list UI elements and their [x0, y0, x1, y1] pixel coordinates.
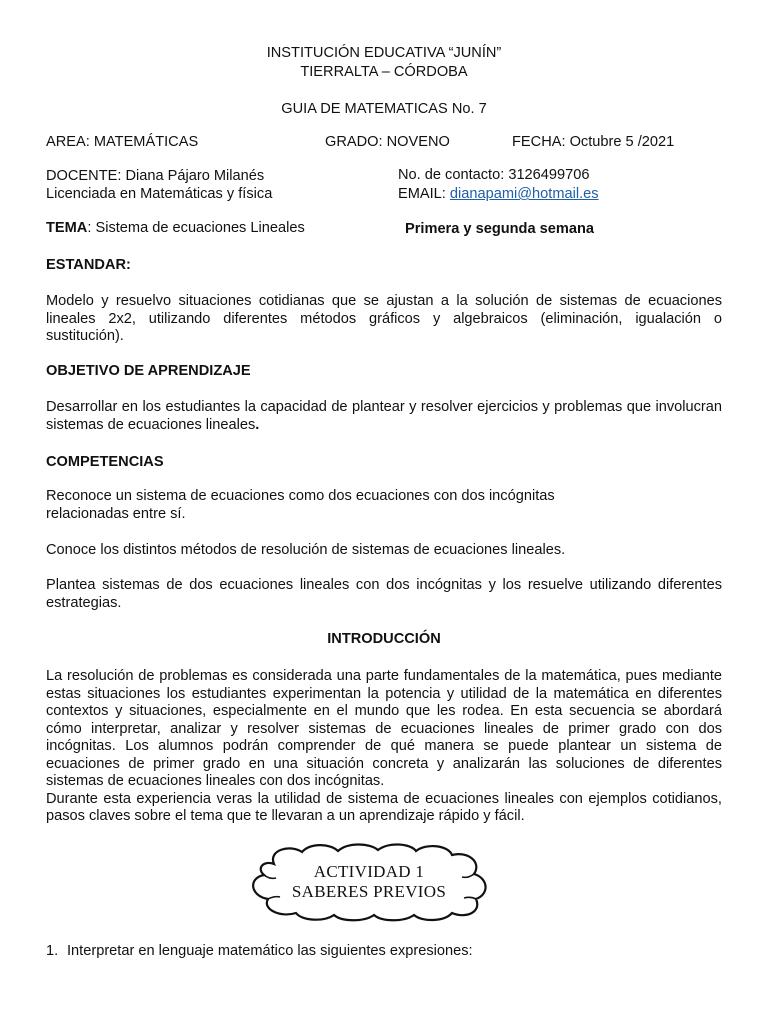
estandar-line: sustitución). — [46, 328, 124, 344]
estandar-line: Modelo y resuelvo situaciones cotidianas que se ajustan a la solución de sistemas de ecuaciones — [46, 293, 722, 309]
intro-line: cómo interpretar, analizar y resolver sistemas de ecuaciones lineales de primer grado con dos — [46, 720, 722, 737]
introduccion-paragraph — [46, 668, 722, 826]
intro-line: Durante esta experiencia veras la utilidad de sistema de ecuaciones lineales con ejemplos cotidianos, — [46, 790, 722, 807]
institution-title: INSTITUCIÓN EDUCATIVA “JUNÍN” — [266, 45, 502, 61]
competencia-3-line: estrategias. — [46, 594, 122, 611]
actividad-title: ACTIVIDAD 1 — [313, 862, 425, 881]
intro-line: pasos claves sobre el tema que te llevaran a un aprendizaje rápido y fácil. — [46, 808, 525, 824]
competencia-3-line: Plantea sistemas de dos ecuaciones lineales con dos incógnitas y los resuelve utilizando diferentes — [46, 577, 722, 593]
tema-label: TEMA — [46, 220, 88, 236]
objetivo-line: Desarrollar en los estudiantes la capacidad de plantear y resolver ejercicios y problemas que involucran — [46, 399, 722, 415]
competencia-3 — [46, 577, 722, 612]
competencias-heading: COMPETENCIAS — [46, 454, 164, 470]
introduccion-heading: INTRODUCCIÓN — [327, 631, 441, 647]
question-1-text: Interpretar en lenguaje matemático las siguientes expresiones: — [67, 943, 473, 959]
licenciada-field: Licenciada en Matemáticas y física — [46, 186, 273, 202]
fecha-field: FECHA: Octubre 5 /2021 — [512, 134, 675, 150]
question-1-number: 1. — [46, 943, 59, 959]
intro-line: ecuaciones de primer grado en una situación concreta y analizarán las soluciones de diferentes — [46, 755, 722, 772]
intro-line: incógnitas. Los alumnos podrán comprender de qué manera se puede plantear un sistema de — [46, 738, 722, 754]
intro-line: estas situaciones los estudiantes experimentan la potencia y utilidad de la matemática en diferentes — [46, 685, 722, 702]
area-field: AREA: MATEMÁTICAS — [46, 134, 199, 150]
estandar-paragraph — [46, 293, 722, 346]
actividad-cloud — [244, 842, 494, 922]
guide-title: GUIA DE MATEMATICAS No. 7 — [281, 101, 487, 117]
competencia-2: Conoce los distintos métodos de resolución de sistemas de ecuaciones lineales. — [46, 542, 566, 558]
semana-label: Primera y segunda semana — [405, 221, 594, 237]
email-link[interactable]: dianapami@hotmail.es — [449, 186, 599, 202]
estandar-heading: ESTANDAR: — [46, 257, 131, 273]
grado-field: GRADO: NOVENO — [325, 134, 450, 150]
competencia-1-line1: Reconoce un sistema de ecuaciones como dos ecuaciones con dos incógnitas — [46, 488, 555, 504]
tema-row — [46, 220, 305, 238]
email-label: EMAIL: — [398, 186, 450, 202]
objetivo-paragraph — [46, 399, 722, 434]
intro-line: contextos y situaciones, especialmente en el mundo que les rodea. En esta secuencia se abordará — [46, 703, 722, 719]
email-row — [398, 186, 599, 204]
location-subtitle: TIERRALTA – CÓRDOBA — [300, 64, 468, 80]
objetivo-line: sistemas de ecuaciones lineales. — [46, 416, 260, 433]
actividad-subtitle: SABERES PREVIOS — [291, 882, 447, 901]
objetivo-heading: OBJETIVO DE APRENDIZAJE — [46, 363, 251, 379]
intro-line: La resolución de problemas es considerada una parte fundamentales de la matemática, pues mediante — [46, 668, 722, 684]
docente-field: DOCENTE: Diana Pájaro Milanés — [46, 168, 265, 184]
tema-text: : Sistema de ecuaciones Lineales — [87, 220, 305, 236]
contacto-field: No. de contacto: 3126499706 — [398, 167, 590, 183]
competencia-1-line2: relacionadas entre sí. — [46, 506, 186, 522]
intro-line: sistemas de ecuaciones lineales con dos incógnitas. — [46, 773, 385, 789]
estandar-line: lineales 2x2, utilizando diferentes métodos gráficos y algebraicos (eliminación, igualación o — [46, 310, 722, 327]
